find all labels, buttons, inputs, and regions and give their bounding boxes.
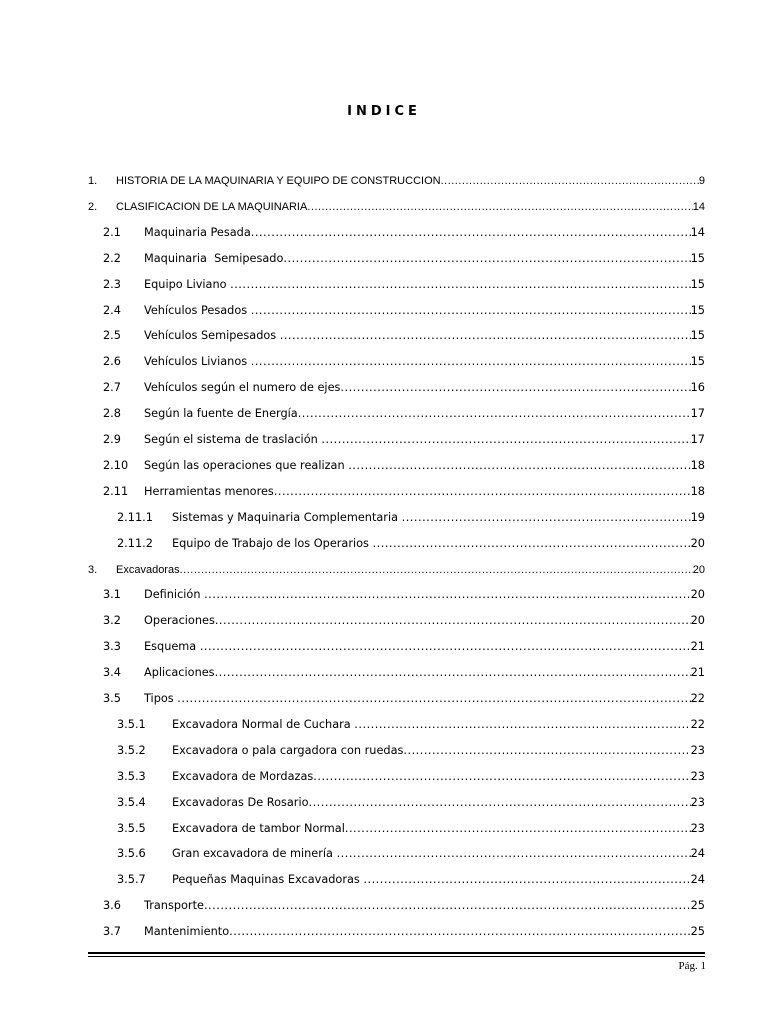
toc-entry-page: 22: [690, 692, 705, 705]
toc-entry[interactable]: [103, 272, 705, 298]
toc-entry-page: 14: [690, 225, 705, 239]
toc-entry[interactable]: [103, 634, 705, 660]
page-title: INDICE: [347, 104, 421, 119]
toc-entry-page: 15: [690, 277, 705, 291]
toc-entry[interactable]: [117, 816, 705, 842]
toc-entry-title: Maquinaria Semipesado: [144, 251, 284, 265]
toc-entry-number: 2.11: [103, 484, 129, 498]
toc-entry-title: Vehículos Semipesados: [144, 329, 280, 343]
toc-dot-leader: [229, 919, 691, 945]
toc-entry-number: 3.1: [103, 588, 121, 602]
toc-entry-number: 2.11.2: [117, 536, 153, 550]
toc-entry[interactable]: [117, 505, 705, 531]
toc-entry-title: Excavadora de tambor Normal: [172, 821, 345, 835]
toc-dot-leader: [180, 557, 693, 583]
toc-entry-title: Excavadora de Mordazas: [172, 769, 314, 783]
toc-entry-page: 20: [690, 614, 705, 628]
toc-entry-number: 2.7: [103, 381, 121, 395]
page-number: Pág. 1: [678, 960, 706, 972]
toc-entry-page: 25: [690, 925, 705, 939]
toc-entry-page: 15: [690, 303, 705, 317]
toc-entry-page: 20: [690, 536, 705, 550]
toc-entry-number: 3.7: [103, 925, 121, 939]
toc-entry-number: 2.1: [103, 225, 121, 239]
toc-entry-number: 3.5.1: [117, 717, 146, 731]
toc-entry-title: Tipos: [144, 692, 178, 705]
toc-dot-leader: [280, 323, 691, 349]
toc-entry-title: HISTORIA DE LA MAQUINARIA Y EQUIPO DE CONSTRUCCION: [116, 175, 441, 187]
toc-entry-number: 2.4: [103, 303, 121, 317]
toc-dot-leader: [321, 427, 690, 453]
toc-entry-page: 15: [690, 355, 705, 369]
toc-entry-title: Vehículos Livianos: [144, 355, 251, 369]
toc-dot-leader: [177, 686, 690, 712]
toc-dot-leader: [204, 582, 691, 608]
toc-dot-leader: [298, 401, 691, 427]
toc-entry-page: 17: [690, 407, 705, 421]
toc-entry-title: Excavadora o pala cargadora con ruedas: [172, 743, 404, 757]
toc-entry[interactable]: [103, 427, 705, 453]
toc-entry-number: 2.3: [103, 277, 121, 291]
toc-dot-leader: [283, 246, 690, 272]
toc-dot-leader: [274, 479, 691, 505]
toc-entry[interactable]: [103, 479, 705, 505]
toc-entry-number: 3.5.2: [117, 743, 146, 757]
toc-entry-number: 2.2: [103, 251, 121, 265]
toc-entry-number: 3.: [88, 563, 98, 576]
toc-entry[interactable]: [103, 453, 705, 479]
toc-entry-title: CLASIFICACION DE LA MAQUINARIA: [116, 200, 308, 213]
toc-entry-title: Aplicaciones: [144, 666, 215, 680]
toc-entry-title: Excavadoras: [116, 563, 180, 576]
toc-entry[interactable]: [117, 867, 705, 893]
toc-entry-page: 23: [690, 821, 705, 835]
toc-entry-number: 2.6: [103, 355, 121, 369]
toc-entry-number: 3.5.3: [117, 769, 146, 783]
toc-entry[interactable]: [103, 686, 705, 712]
toc-entry[interactable]: [103, 893, 705, 919]
toc-entry[interactable]: [103, 660, 705, 686]
toc-dot-leader: [309, 790, 691, 816]
toc-entry-page: 21: [690, 640, 705, 654]
toc-entry-page: 20: [692, 563, 705, 576]
toc-entry[interactable]: [103, 220, 705, 246]
toc-entry-number: 3.5: [103, 692, 121, 705]
toc-entry-title: Sistemas y Maquinaria Complementaria: [172, 510, 402, 524]
toc-dot-leader: [441, 168, 699, 194]
toc-entry-title: Transporte: [144, 899, 204, 913]
toc-entry-number: 3.4: [103, 666, 121, 680]
toc-entry[interactable]: [103, 401, 705, 427]
toc-entry-page: 18: [690, 458, 705, 472]
toc-entry-title: Operaciones: [144, 614, 215, 628]
toc-entry-number: 3.3: [103, 640, 121, 654]
toc-entry-page: 21: [690, 666, 705, 680]
toc-dot-leader: [340, 375, 690, 401]
toc-dot-leader: [215, 608, 691, 634]
toc-entry-title: Herramientas menores: [144, 484, 274, 498]
toc-dot-leader: [363, 867, 690, 893]
toc-entry-page: 23: [690, 795, 705, 809]
toc-entry-title: Definición: [144, 588, 205, 602]
toc-entry-number: 1.: [88, 175, 98, 187]
toc-entry-page: 20: [690, 588, 705, 602]
toc-entry-number: 2.11.1: [117, 510, 153, 524]
toc-dot-leader: [215, 660, 691, 686]
toc-entry-title: Gran excavadora de minería: [172, 847, 337, 861]
toc-entry[interactable]: [117, 764, 705, 790]
toc-entry-title: Según el sistema de traslación: [144, 433, 322, 446]
toc-entry-title: Mantenimiento: [144, 925, 230, 939]
toc-entry-number: 3.5.6: [117, 847, 146, 861]
toc-entry[interactable]: [103, 375, 705, 401]
toc-entry-number: 3.5.4: [117, 795, 146, 809]
toc-dot-leader: [373, 531, 691, 557]
toc-dot-leader: [230, 272, 691, 298]
toc-entry-number: 2.: [88, 200, 98, 213]
toc-entry[interactable]: [117, 712, 705, 738]
toc-entry-title: Esquema: [144, 640, 200, 654]
toc-entry-page: 9: [698, 175, 705, 187]
toc-dot-leader: [402, 505, 691, 531]
toc-entry-title: Según la fuente de Energía: [144, 407, 298, 421]
toc-entry-number: 2.10: [103, 458, 129, 472]
toc-dot-leader: [251, 349, 691, 375]
toc-entry-title: Maquinaria Pesada: [144, 225, 251, 239]
toc-entry-page: 18: [690, 484, 705, 498]
footer-rule-thick: [88, 952, 705, 954]
toc-entry-title: Vehículos según el numero de ejes: [144, 381, 341, 395]
toc-entry[interactable]: [117, 738, 705, 764]
toc-entry-title: Excavadoras De Rosario: [172, 795, 309, 809]
toc-dot-leader: [345, 816, 691, 842]
toc-dot-leader: [204, 893, 691, 919]
toc-entry-title: Pequeñas Maquinas Excavadoras: [172, 873, 364, 887]
toc-entry-title: Excavadora Normal de Cuchara: [172, 717, 355, 731]
toc-entry-page: 15: [690, 329, 705, 343]
toc-entry[interactable]: [117, 841, 705, 867]
toc-entry-page: 19: [690, 510, 705, 524]
toc-dot-leader: [200, 634, 691, 660]
toc-entry-page: 16: [690, 381, 705, 395]
toc-entry[interactable]: [103, 582, 705, 608]
toc-dot-leader: [337, 841, 691, 867]
toc-dot-leader: [251, 220, 691, 246]
toc-entry-number: 3.2: [103, 614, 121, 628]
toc-entry-page: 17: [690, 433, 705, 446]
toc-entry-page: 15: [690, 251, 705, 265]
toc-entry-page: 22: [690, 717, 705, 731]
toc-entry-page: 23: [690, 769, 705, 783]
toc-entry[interactable]: [103, 608, 705, 634]
toc-entry[interactable]: [103, 919, 705, 945]
toc-entry-number: 3.5.7: [117, 873, 146, 887]
toc-entry-page: 25: [690, 899, 705, 913]
footer-rule-thin: [88, 956, 705, 957]
toc-entry[interactable]: [103, 298, 705, 324]
toc-entry-number: 2.9: [103, 433, 121, 446]
toc-entry-title: Según las operaciones que realizan: [144, 458, 349, 472]
toc-entry[interactable]: [88, 557, 705, 583]
toc-entry[interactable]: [103, 349, 705, 375]
toc-entry-number: 3.6: [103, 899, 121, 913]
toc-entry[interactable]: [117, 531, 705, 557]
toc-dot-leader: [251, 298, 691, 324]
toc-entry[interactable]: [103, 323, 705, 349]
toc-entry-page: 24: [690, 873, 705, 887]
toc-entry-title: Equipo de Trabajo de los Operarios: [172, 536, 373, 550]
toc-entry-number: 2.8: [103, 407, 121, 421]
toc-dot-leader: [403, 738, 690, 764]
toc-dot-leader: [307, 194, 692, 220]
toc-entry-page: 24: [690, 847, 705, 861]
toc-entry-title: Equipo Liviano: [144, 277, 231, 291]
toc-entry[interactable]: [88, 194, 705, 220]
toc-dot-leader: [348, 453, 690, 479]
toc-entry-number: 2.5: [103, 329, 121, 343]
toc-entry-number: 3.5.5: [117, 821, 146, 835]
toc-entry-title: Vehículos Pesados: [144, 303, 251, 317]
toc-entry-page: 23: [690, 743, 705, 757]
toc-entry[interactable]: [88, 168, 705, 194]
toc-entry[interactable]: [117, 790, 705, 816]
toc-entry-page: 14: [692, 200, 705, 213]
toc-entry[interactable]: [103, 246, 705, 272]
toc-dot-leader: [354, 712, 690, 738]
toc-dot-leader: [313, 764, 690, 790]
